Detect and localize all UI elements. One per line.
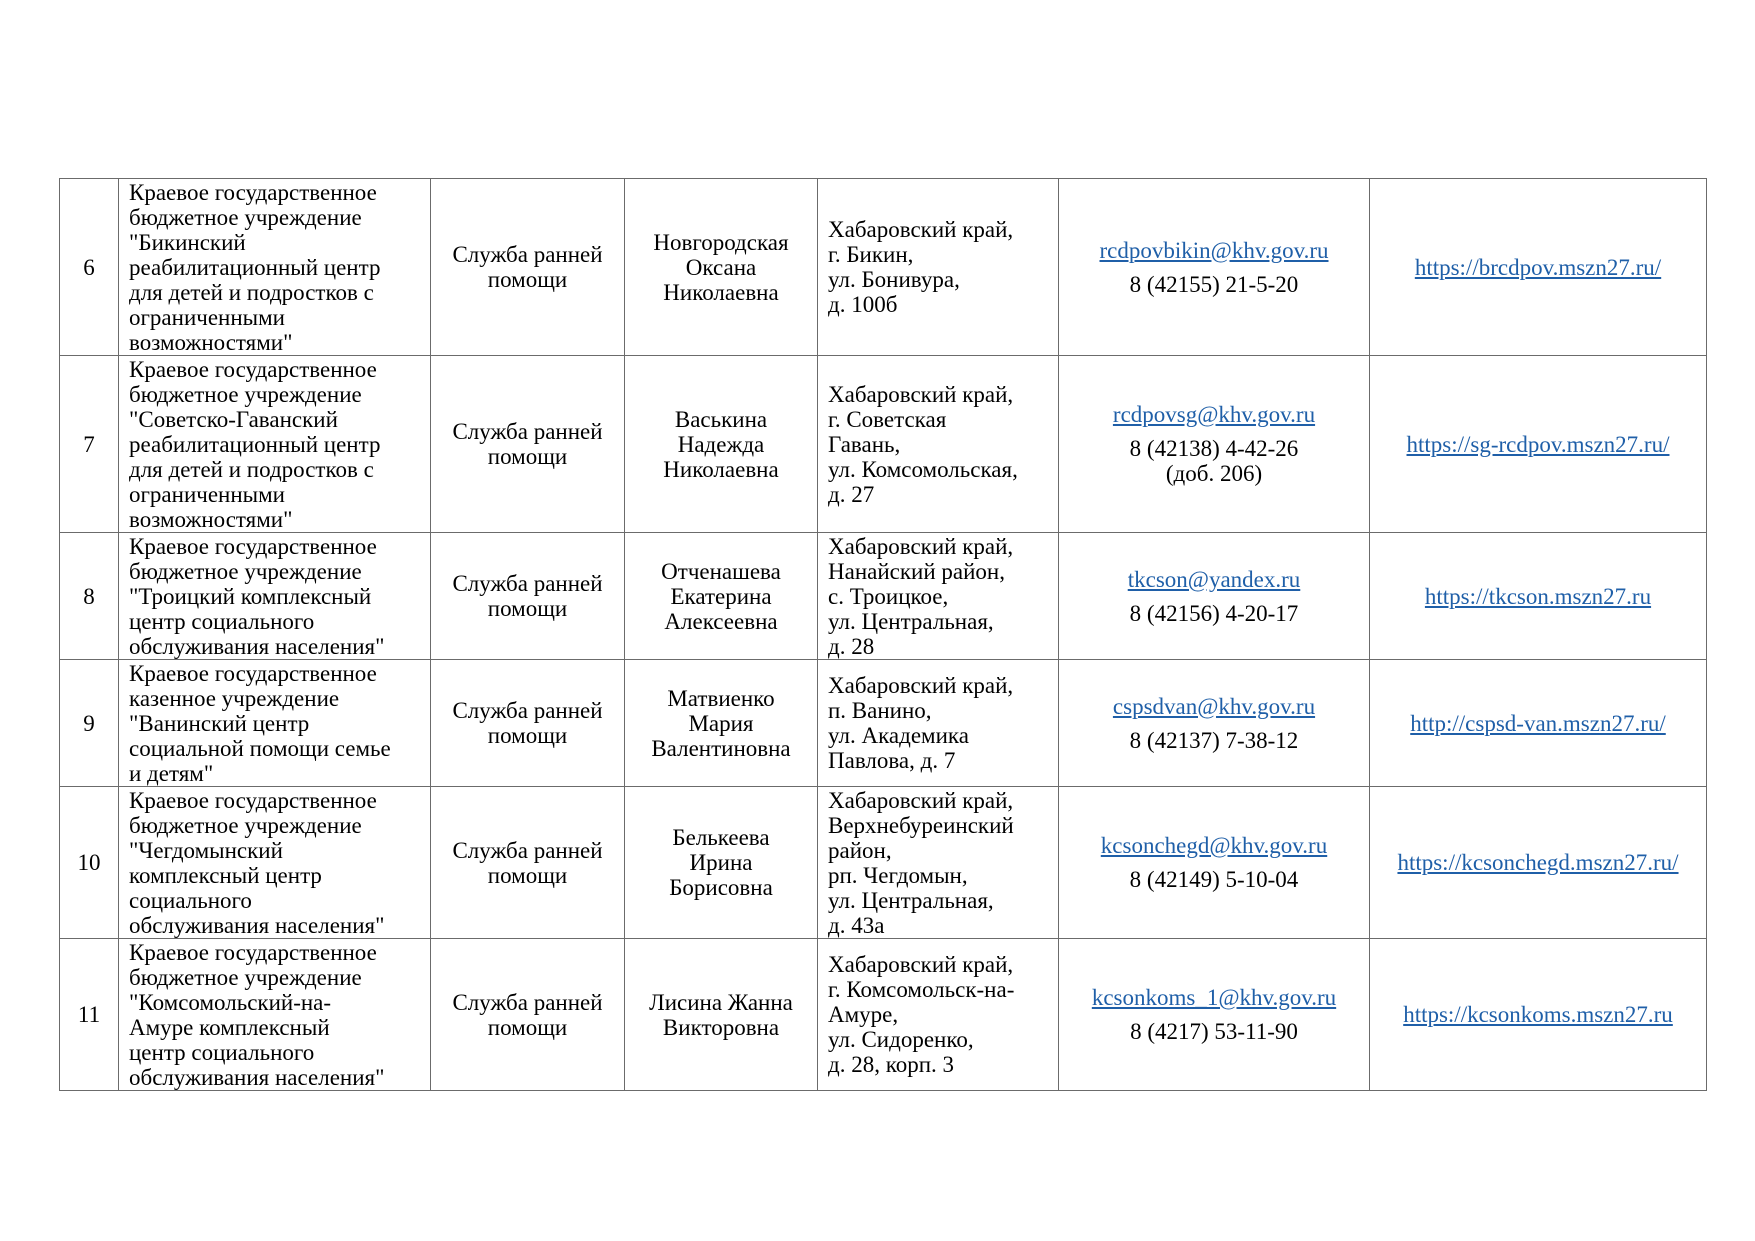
address: Хабаровский край, п. Ванино, ул. Академика Павлова, д. 7: [818, 660, 1059, 787]
head-name: Белькеева Ирина Борисовна: [625, 787, 818, 939]
organization-name: Краевое государственное бюджетное учреждение "Комсомольский-на- Амуре комплексный центр социального обслуживания населения": [119, 939, 431, 1091]
email-link[interactable]: rcdpovbikin@khv.gov.ru: [1099, 237, 1329, 263]
phone-number: 8 (42155) 21-5-20: [1129, 271, 1299, 297]
row-number: 7: [60, 356, 119, 533]
website-cell: [1370, 787, 1707, 939]
organization-name: Краевое государственное бюджетное учреждение "Троицкий комплексный центр социального обслуживания населения": [119, 533, 431, 660]
contacts-cell: [1059, 356, 1370, 533]
contacts-cell: [1059, 179, 1370, 356]
phone-number: 8 (4217) 53-11-90: [1130, 1019, 1298, 1044]
website-cell: [1370, 939, 1707, 1091]
head-name: Отченашева Екатерина Алексеевна: [625, 533, 818, 660]
head-name: Новгородская Оксана Николаевна: [625, 179, 818, 356]
head-name: Васькина Надежда Николаевна: [625, 356, 818, 533]
organization-name: Краевое государственное бюджетное учреждение "Бикинский реабилитационный центр для детей и подростков с ограниченными возможностями": [119, 179, 431, 356]
service-name: Служба ранней помощи: [431, 787, 625, 939]
contacts-cell: [1059, 660, 1370, 787]
phone-number: 8 (42137) 7-38-12: [1129, 727, 1299, 753]
row-number: 6: [60, 179, 119, 356]
website-link[interactable]: https://tkcson.mszn27.ru: [1424, 583, 1652, 609]
service-name: Служба ранней помощи: [431, 660, 625, 787]
website-link[interactable]: https://brcdpov.mszn27.ru/: [1414, 254, 1662, 280]
website-cell: [1370, 660, 1707, 787]
row-number: 11: [60, 939, 119, 1091]
email-link[interactable]: cspsdvan@khv.gov.ru: [1112, 693, 1316, 719]
website-cell: [1370, 356, 1707, 533]
table-row: [60, 787, 1707, 939]
organization-name: Краевое государственное бюджетное учреждение "Советско-Гаванский реабилитационный центр для детей и подростков с ограниченными возможностями": [119, 356, 431, 533]
phone-number: 8 (42138) 4-42-26 (доб. 206): [1129, 436, 1299, 486]
phone-number: 8 (42149) 5-10-04: [1129, 867, 1299, 892]
head-name: Матвиенко Мария Валентиновна: [625, 660, 818, 787]
email-link[interactable]: rcdpovsg@khv.gov.ru: [1112, 402, 1316, 427]
website-cell: [1370, 179, 1707, 356]
service-name: Служба ранней помощи: [431, 356, 625, 533]
contacts-cell: [1059, 787, 1370, 939]
table-row: [60, 533, 1707, 660]
website-link[interactable]: https://kcsonkoms.mszn27.ru: [1403, 1002, 1673, 1027]
address: Хабаровский край, г. Бикин, ул. Бонивура, д. 100б: [818, 179, 1059, 356]
row-number: 8: [60, 533, 119, 660]
table-row: [60, 179, 1707, 356]
row-number: 10: [60, 787, 119, 939]
organization-name: Краевое государственное бюджетное учреждение "Чегдомынский комплексный центр социального обслуживания населения": [119, 787, 431, 939]
address: Хабаровский край, г. Советская Гавань, ул. Комсомольская, д. 27: [818, 356, 1059, 533]
table-row: [60, 356, 1707, 533]
institutions-table: [59, 178, 1707, 1091]
table-row: [60, 939, 1707, 1091]
contacts-cell: [1059, 533, 1370, 660]
service-name: Служба ранней помощи: [431, 533, 625, 660]
email-link[interactable]: kcsonchegd@khv.gov.ru: [1100, 833, 1328, 858]
website-link[interactable]: https://sg-rcdpov.mszn27.ru/: [1406, 431, 1670, 457]
website-link[interactable]: https://kcsonchegd.mszn27.ru/: [1397, 850, 1679, 875]
website-cell: [1370, 533, 1707, 660]
service-name: Служба ранней помощи: [431, 179, 625, 356]
email-link[interactable]: kcsonkoms_1@khv.gov.ru: [1091, 985, 1337, 1010]
table-row: [60, 660, 1707, 787]
email-link[interactable]: tkcson@yandex.ru: [1127, 566, 1301, 592]
address: Хабаровский край, Нанайский район, с. Троицкое, ул. Центральная, д. 28: [818, 533, 1059, 660]
address: Хабаровский край, Верхнебуреинский район, рп. Чегдомын, ул. Центральная, д. 43а: [818, 787, 1059, 939]
head-name: Лисина Жанна Викторовна: [625, 939, 818, 1091]
address: Хабаровский край, г. Комсомольск-на- Амуре, ул. Сидоренко, д. 28, корп. 3: [818, 939, 1059, 1091]
contacts-cell: [1059, 939, 1370, 1091]
phone-number: 8 (42156) 4-20-17: [1129, 600, 1299, 626]
website-link[interactable]: http://cspsd-van.mszn27.ru/: [1410, 710, 1666, 736]
row-number: 9: [60, 660, 119, 787]
service-name: Служба ранней помощи: [431, 939, 625, 1091]
organization-name: Краевое государственное казенное учреждение "Ванинский центр социальной помощи семье и детям": [119, 660, 431, 787]
